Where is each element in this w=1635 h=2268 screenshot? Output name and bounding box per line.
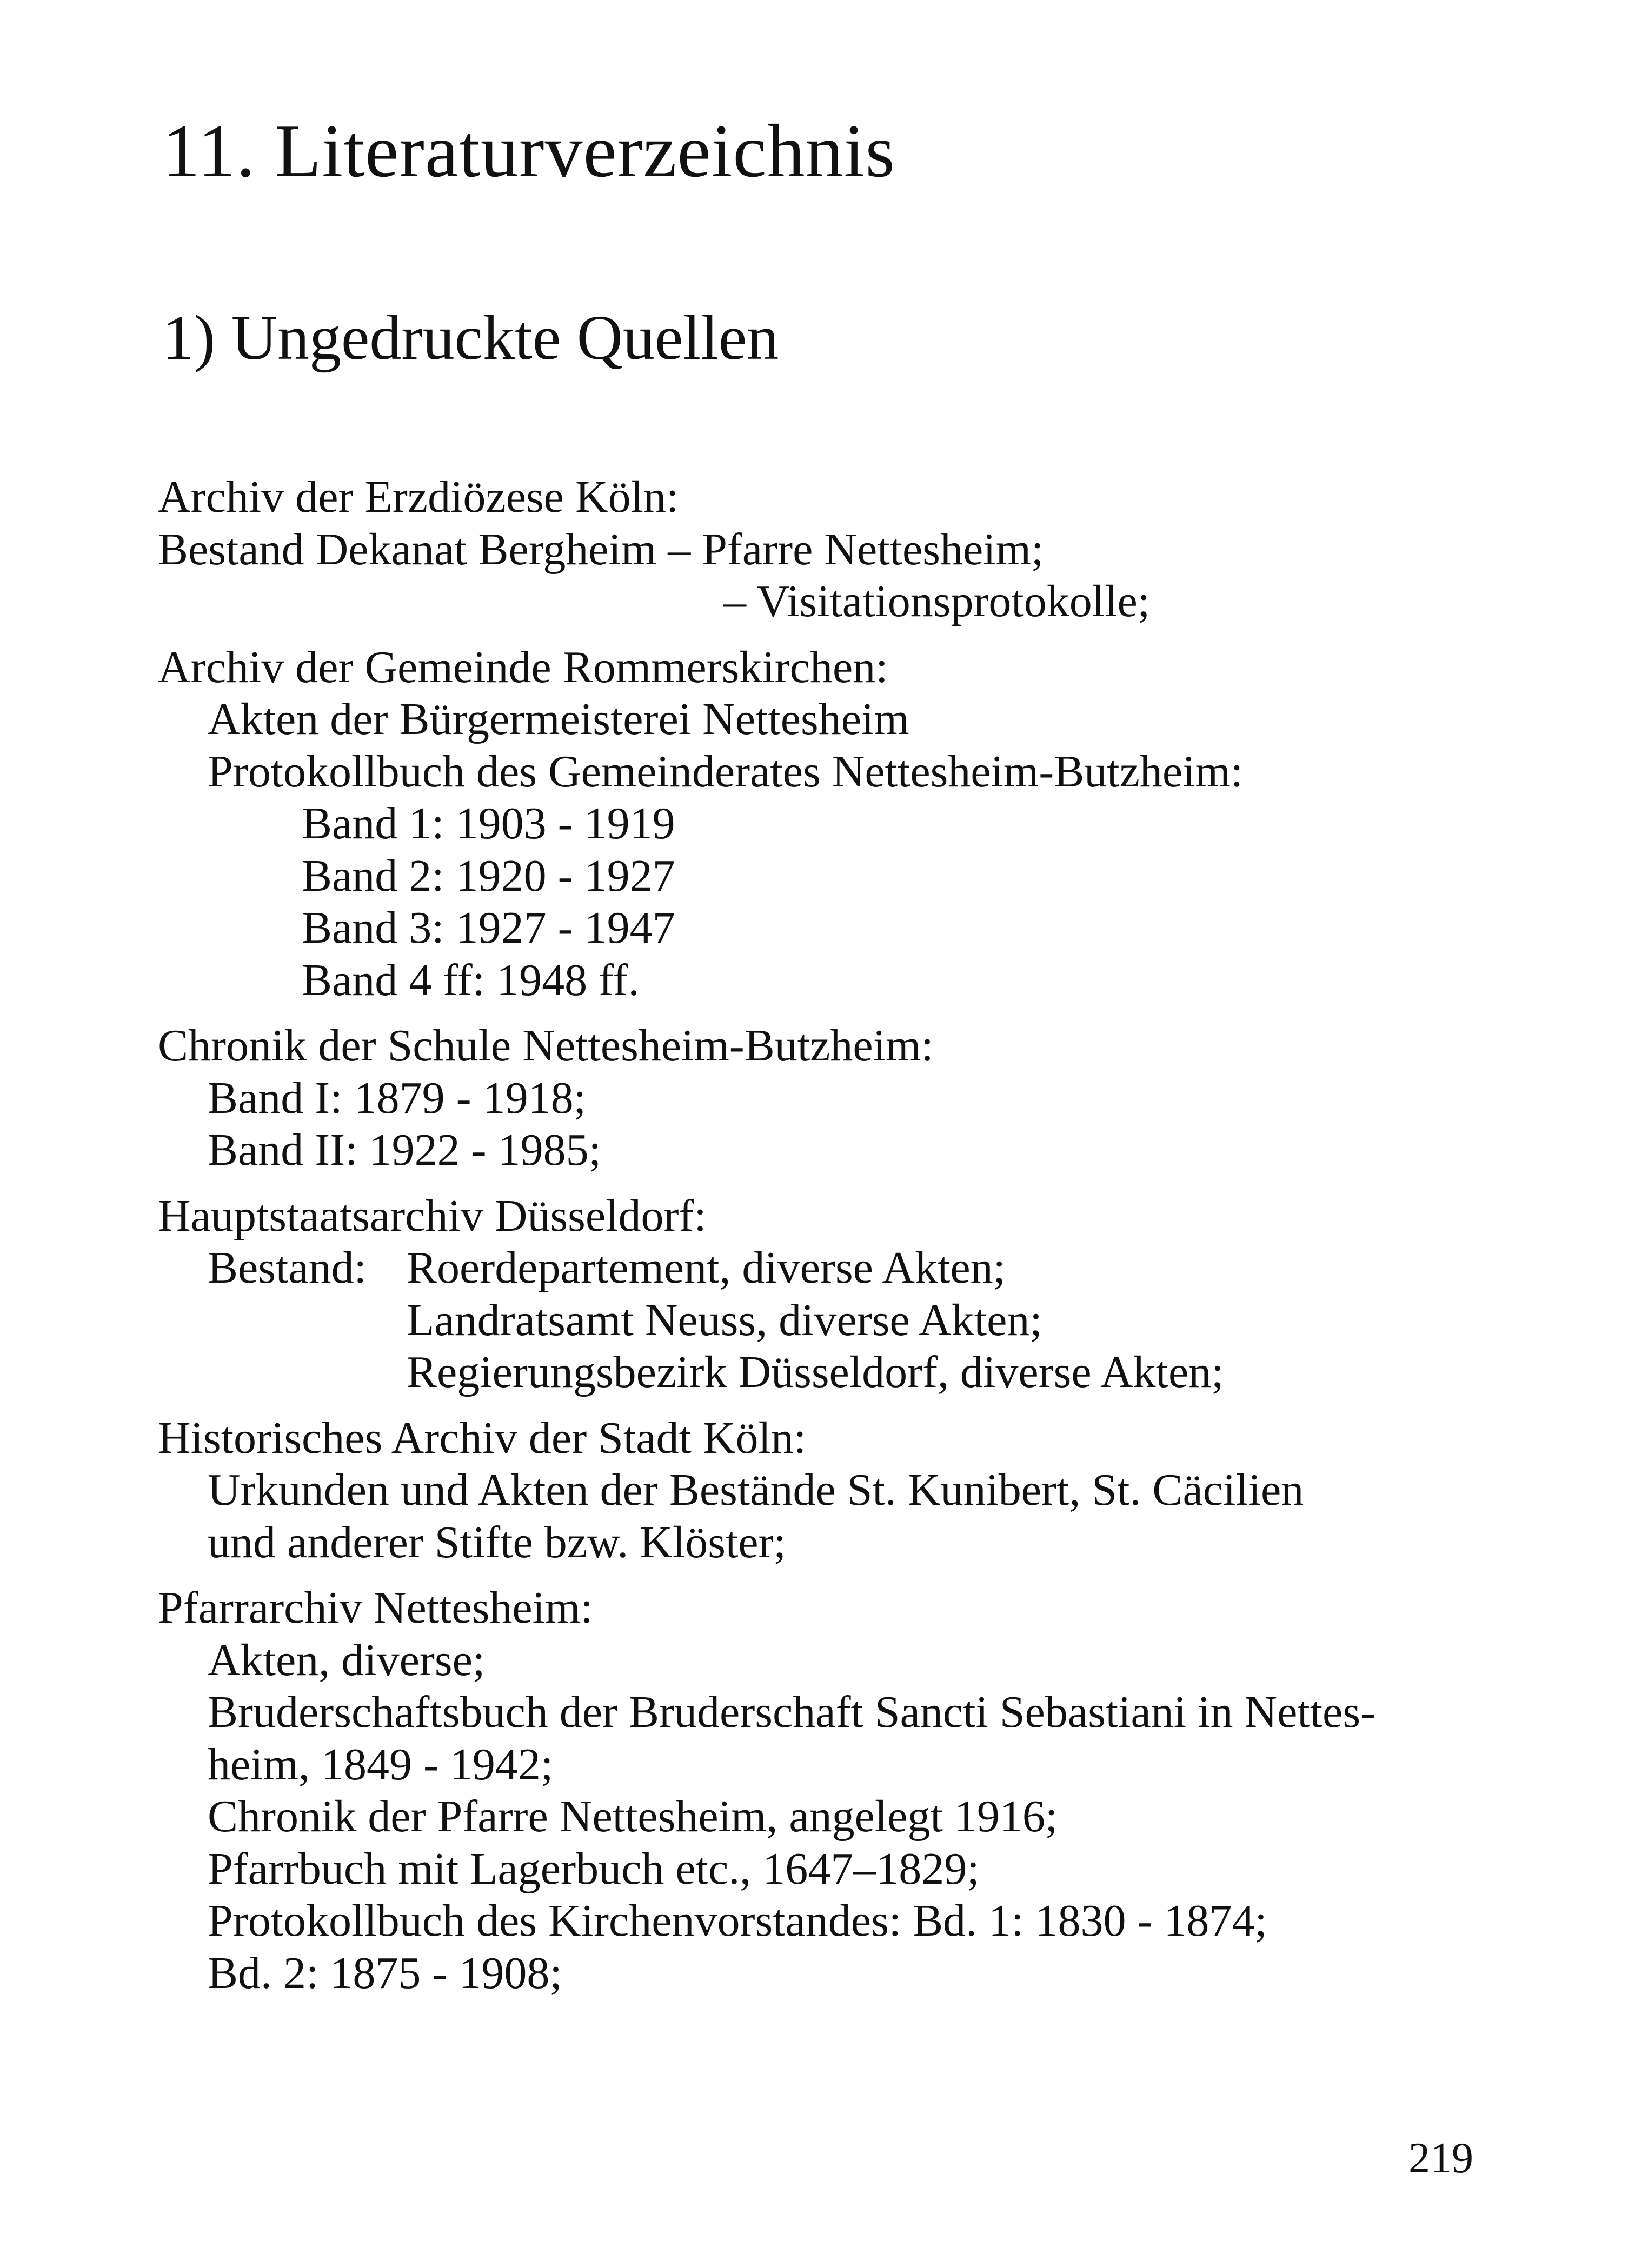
bestand-item: Roerdepartement, diverse Akten; bbox=[407, 1243, 1006, 1293]
source-line: Chronik der Pfarre Nettesheim, angelegt 1916; bbox=[208, 1791, 1058, 1842]
source-entry-historisches-archiv bbox=[158, 1412, 1510, 1569]
source-heading: Archiv der Erzdiözese Köln: bbox=[158, 472, 679, 522]
source-line bbox=[158, 1242, 1510, 1295]
source-list bbox=[158, 471, 1510, 2013]
source-heading: Pfarrarchiv Nettesheim: bbox=[158, 1583, 593, 1633]
bestand-item: Regierungsbezirk Düsseldorf, diverse Akten; bbox=[407, 1347, 1224, 1397]
source-entry-gemeinde bbox=[158, 642, 1510, 1007]
source-line: heim, 1849 - 1942; bbox=[208, 1739, 554, 1790]
band-line: Band 1: 1903 - 1919 bbox=[302, 798, 675, 849]
page-number: 219 bbox=[1408, 2134, 1473, 2182]
source-line: Pfarrbuch mit Lagerbuch etc., 1647–1829; bbox=[208, 1843, 980, 1894]
source-line: Urkunden und Akten der Bestände St. Kunibert, St. Cäcilien bbox=[208, 1465, 1304, 1515]
source-line: Bd. 2: 1875 - 1908; bbox=[208, 1947, 562, 1998]
band-line: Band I: 1879 - 1918; bbox=[208, 1072, 586, 1123]
source-line: Akten der Bürgermeisterei Nettesheim bbox=[208, 694, 909, 744]
source-entry-hauptstaatsarchiv bbox=[158, 1190, 1510, 1399]
source-heading: Hauptstaatsarchiv Düsseldorf: bbox=[158, 1190, 707, 1241]
source-line: Bestand Dekanat Bergheim – Pfarre Nettesheim; bbox=[158, 524, 1044, 575]
band-line: Band 3: 1927 - 1947 bbox=[302, 903, 675, 953]
band-line: Band 4 ff: 1948 ff. bbox=[302, 955, 640, 1005]
band-line: Band II: 1922 - 1985; bbox=[208, 1125, 601, 1175]
source-line: – Visitationsprotokolle; bbox=[723, 576, 1151, 626]
source-line: Akten, diverse; bbox=[208, 1635, 486, 1685]
source-entry-erzdioezese bbox=[158, 471, 1510, 628]
source-line: Protokollbuch des Kirchenvorstandes: Bd. 1: 1830 - 1874; bbox=[208, 1896, 1267, 1946]
source-entry-chronik-schule bbox=[158, 1020, 1510, 1177]
source-line: und anderer Stifte bzw. Klöster; bbox=[208, 1517, 786, 1567]
band-line: Band 2: 1920 - 1927 bbox=[302, 850, 675, 901]
bestand-label: Bestand: bbox=[208, 1243, 367, 1293]
source-heading: Historisches Archiv der Stadt Köln: bbox=[158, 1412, 807, 1463]
source-entry-pfarrarchiv bbox=[158, 1582, 1510, 1999]
bestand-item: Landratsamt Neuss, diverse Akten; bbox=[407, 1295, 1042, 1345]
chapter-title: 11. Literaturverzeichnis bbox=[162, 109, 895, 193]
source-line: Protokollbuch des Gemeinderates Nettesheim-Butzheim: bbox=[208, 746, 1244, 797]
source-heading: Chronik der Schule Nettesheim-Butzheim: bbox=[158, 1020, 934, 1071]
source-line: Bruderschaftsbuch der Bruderschaft Sancti Sebastiani in Nettes- bbox=[208, 1687, 1376, 1737]
section-title: 1) Ungedruckte Quellen bbox=[162, 302, 779, 373]
source-heading: Archiv der Gemeinde Rommerskirchen: bbox=[158, 642, 888, 692]
